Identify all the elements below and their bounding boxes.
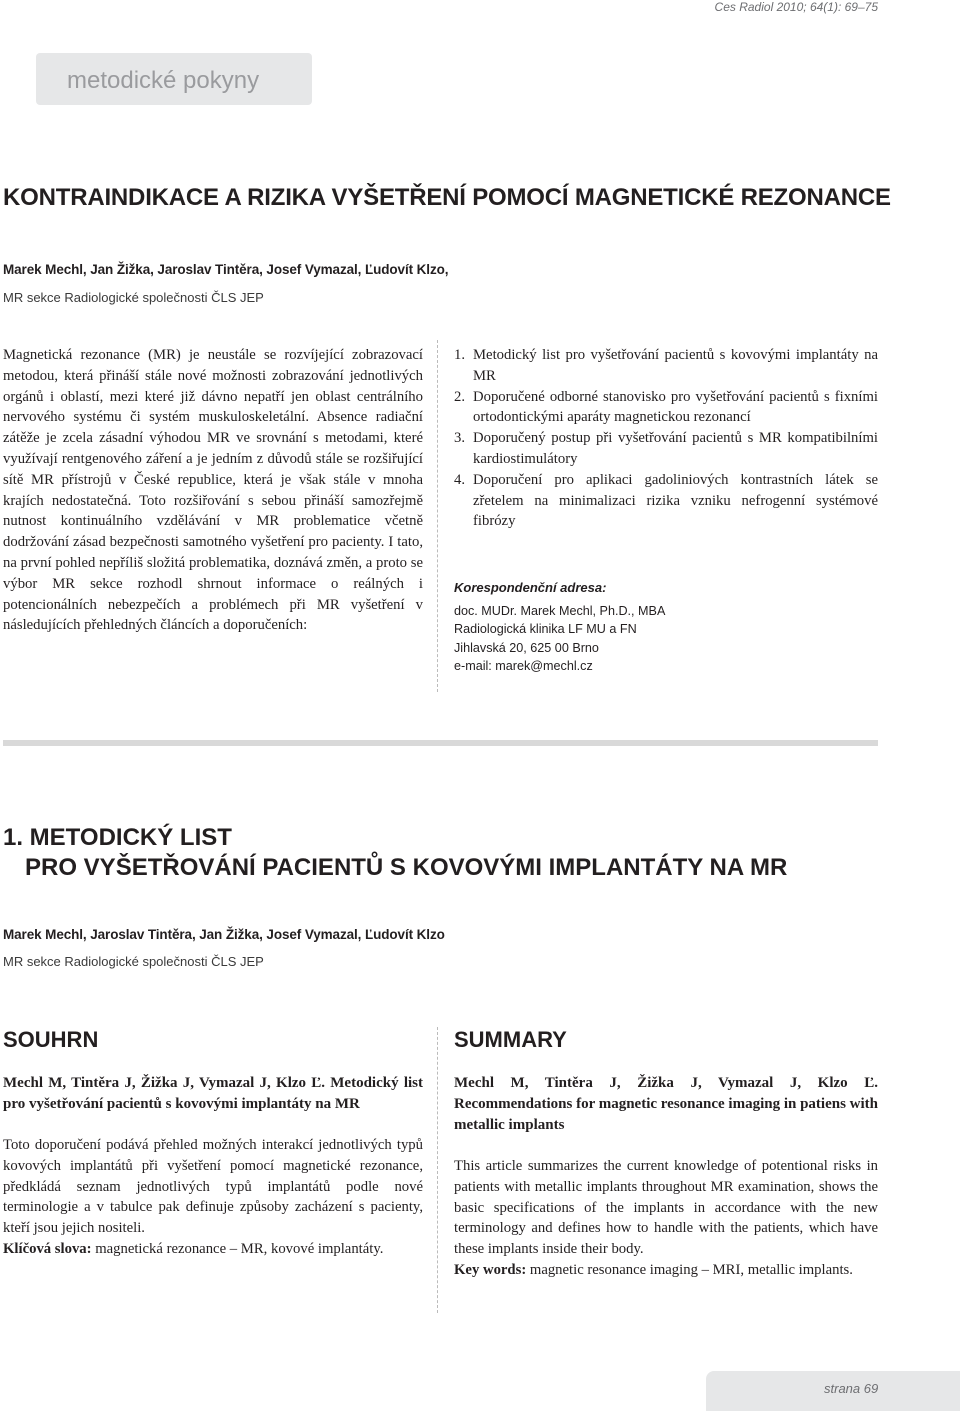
affiliation-2: MR sekce Radiologické společnosti ČLS JEP [3,954,264,969]
keywords-text: magnetic resonance imaging – MRI, metallic implants. [529,1261,853,1278]
article-title: KONTRAINDIKACE A RIZIKA VYŠETŘENÍ POMOCÍ MAGNETICKÉ REZONANCE [3,184,891,211]
keywords-text: magnetická rezonance – MR, kovové implantáty. [95,1240,384,1257]
affiliation: MR sekce Radiologické společnosti ČLS JEP [3,290,264,305]
list-number: 4. [454,471,466,488]
souhrn-body: Toto doporučení podává přehled možných interakcí jednotlivých typů kovových implantátů při vyšetření pomocí magnetické rezonance, předkládá seznam jednotlivých typů implantátů podle nové terminologie a v tabulce pak definuje způsoby zacházení s pacienty, kteří jsou jejich nositeli. [3,1137,423,1237]
column-divider [437,340,438,692]
recommendation-list [454,345,878,532]
section-label: metodické pokyny [67,67,260,94]
list-text: Metodický list pro vyšetřování pacientů s kovovými implantáty na MR [473,347,878,384]
section-title-line-1: 1. METODICKÝ LIST [3,824,232,851]
summary-citation: Mechl M, Tintěra J, Žižka J, Vymazal J, Klzo Ľ. Recommendations for magnetic resonance imaging in patiens with metallic implants [454,1075,879,1133]
summary-heading: SUMMARY [454,1027,567,1052]
authors: Marek Mechl, Jan Žižka, Jaroslav Tintěra, Josef Vymazal, Ľudovít Klzo, [3,262,449,277]
summary-body: This article summarizes the current knowledge of potentional risks in patients with metallic implants throughout MR examination, shows the basic specifications of the implants in accordance with the new terminology and defines how to handle with the patients, which have these implants inside their body. [454,1158,878,1258]
intro-text: Magnetická rezonance (MR) je neustále se rozvíjející zobrazovací metodou, která přináší stále nové možnosti zobrazování jednotlivých orgánů i oblastí, mezi které již dávno nepatří jen oblast centrálního nervového systému či systém muskuloskeletální. Absence radiační zátěže je zcela zásadní výhodou MR ve srovnání s metodami, které využívají rentgenového záření a je jedním z důvodů stále se rozšiřující sítě MR přístrojů v České republice, která je však stále v mnoha krajích nedostatečná. Toto rozšiřování s sebou přináší samozřejmě nutnost kontinuálního vzdělávání v MR problematice včetně dodržování zásad bezpečnosti samotného vyšetření pro pacienty. I tato, na první pohled nepříliš složitá problematika, doznává změn, a proto se výbor MR sekce rozhodl shrnout informace o reálných i potencionálních nebezpečích a problémech při MR vyšetření v následujících přehledných článcích a doporučeních: [3,347,423,634]
correspondence-address [454,602,665,675]
section-title [3,823,787,883]
correspondence-name: doc. MUDr. Marek Mechl, Ph.D., MBA [454,604,666,618]
section-title-line-2: PRO VYŠETŘOVÁNÍ PACIENTŮ S KOVOVÝMI IMPLANTÁTY NA MR [25,854,788,881]
horizontal-rule [3,740,878,746]
page-number: strana 69 [824,1381,879,1396]
souhrn-abstract [3,1135,423,1260]
list-number: 3. [454,430,466,447]
authors-2: Marek Mechl, Jaroslav Tintěra, Jan Žižka, Josef Vymazal, Ľudovít Klzo [3,927,445,942]
list-number: 2. [454,388,466,405]
column-divider-2 [437,1027,438,1313]
correspondence-label: Korespondenční adresa: [454,580,607,595]
souhrn-citation: Mechl M, Tintěra J, Žižka J, Vymazal J, Klzo Ľ. Metodický list pro vyšetřování pacientů s kovovými implantáty na MR [3,1075,423,1112]
list-text: Doporučený postup při vyšetřování pacientů s MR kompatibilními kardiostimulátory [473,430,878,467]
keywords-label: Key words: [454,1261,527,1278]
souhrn-heading: SOUHRN [3,1027,99,1052]
journal-reference: Ces Radiol 2010; 64(1): 69–75 [714,0,878,14]
correspondence-institution: Radiologická klinika LF MU a FN [454,622,637,637]
souhrn-keywords [3,1239,423,1260]
list-item [454,387,878,429]
list-item [454,345,878,387]
list-item [454,428,878,470]
summary-abstract [454,1156,878,1281]
list-number: 1. [454,347,466,363]
summary-keywords [454,1260,878,1281]
list-text: Doporučení pro aplikaci gadoliniových kontrastních látek se zřetelem na minimalizaci rizika vzniku nefrogenní systémové fibrózy [473,471,878,530]
correspondence-street: Jihlavská 20, 625 00 Brno [454,640,599,655]
intro-paragraph [3,345,423,636]
correspondence-email: e-mail: marek@mechl.cz [454,658,593,673]
keywords-label: Klíčová slova: [3,1240,92,1257]
list-text: Doporučené odborné stanovisko pro vyšetřování pacientů s fixními ortodontickými aparáty magnetickou rezonancí [473,388,878,426]
list-item [454,470,878,532]
